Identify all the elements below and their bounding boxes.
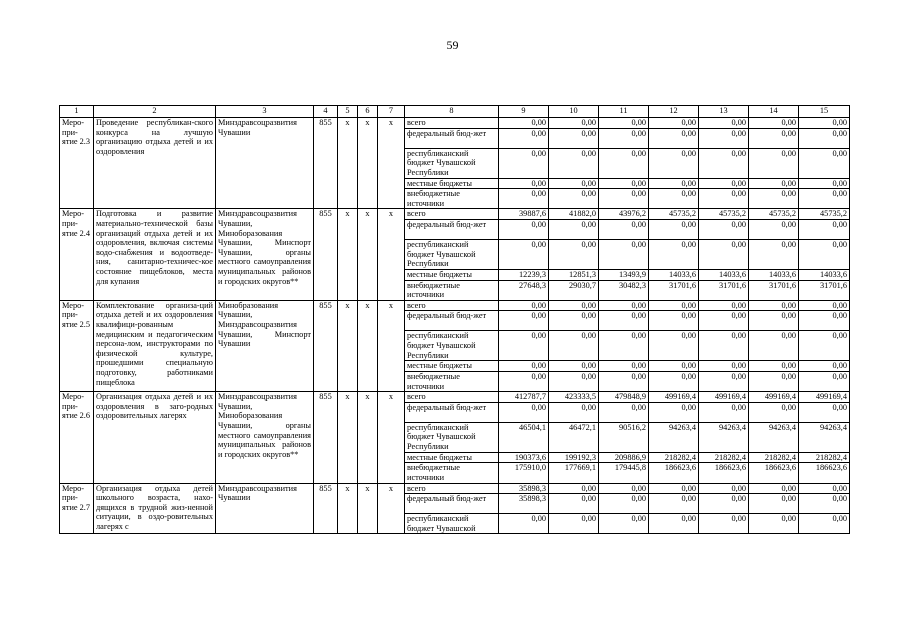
funding-value: 190373,6 [499, 452, 549, 463]
funding-source: местные бюджеты [405, 452, 499, 463]
funding-value: 0,00 [649, 371, 699, 391]
funding-value: 0,00 [699, 494, 749, 514]
funding-value: 0,00 [699, 128, 749, 148]
funding-value: 45735,2 [749, 209, 799, 220]
header-cell: 13 [699, 106, 749, 118]
table-row [60, 300, 850, 311]
funding-value: 0,00 [549, 128, 599, 148]
funding-value: 0,00 [549, 239, 599, 269]
funding-value: 46472,1 [549, 422, 599, 452]
funding-value: 0,00 [499, 189, 549, 209]
funding-value: 218282,4 [749, 452, 799, 463]
section-code: x [338, 483, 358, 534]
funding-value: 31701,6 [799, 280, 850, 300]
funding-value: 0,00 [749, 189, 799, 209]
funding-value: 0,00 [599, 148, 649, 178]
funding-value: 0,00 [749, 361, 799, 372]
funding-value: 423333,5 [549, 392, 599, 403]
funding-value: 0,00 [649, 331, 699, 361]
funding-value: 29030,7 [549, 280, 599, 300]
expense-group: x [378, 209, 405, 300]
funding-value: 94263,4 [649, 422, 699, 452]
funding-value: 0,00 [699, 300, 749, 311]
funding-value: 0,00 [799, 402, 850, 422]
funding-value: 0,00 [799, 361, 850, 372]
funding-value: 41882,0 [549, 209, 599, 220]
section-code: x [338, 392, 358, 483]
funding-value: 0,00 [599, 371, 649, 391]
funding-value: 499169,4 [749, 392, 799, 403]
funding-value: 0,00 [799, 371, 850, 391]
funding-value: 0,00 [749, 331, 799, 361]
table-row [60, 209, 850, 220]
funding-value: 12239,3 [499, 269, 549, 280]
target-article: x [358, 118, 378, 209]
funding-value: 0,00 [549, 118, 599, 129]
funding-value: 0,00 [499, 514, 549, 534]
funding-value: 0,00 [749, 178, 799, 189]
funding-value: 209886,9 [599, 452, 649, 463]
funding-value: 0,00 [649, 219, 699, 239]
funding-value: 0,00 [649, 514, 699, 534]
funding-source: местные бюджеты [405, 178, 499, 189]
funding-value: 0,00 [599, 331, 649, 361]
funding-value: 0,00 [549, 361, 599, 372]
funding-value: 0,00 [649, 189, 699, 209]
funding-value: 499169,4 [699, 392, 749, 403]
funding-source: федеральный бюд-жет [405, 219, 499, 239]
funding-value: 0,00 [499, 331, 549, 361]
funding-source: республиканский бюджет Чувашской Республики [405, 422, 499, 452]
funding-value: 0,00 [499, 219, 549, 239]
funding-source: федеральный бюд-жет [405, 494, 499, 514]
funding-value: 0,00 [499, 311, 549, 331]
funding-value: 186623,6 [699, 463, 749, 483]
funding-value: 186623,6 [749, 463, 799, 483]
funding-value: 0,00 [549, 311, 599, 331]
funding-value: 35898,3 [499, 483, 549, 494]
funding-value: 0,00 [799, 128, 850, 148]
funding-value: 0,00 [499, 178, 549, 189]
funding-value: 0,00 [749, 483, 799, 494]
funding-value: 0,00 [649, 239, 699, 269]
funding-value: 0,00 [799, 178, 850, 189]
funding-value: 0,00 [749, 300, 799, 311]
funding-value: 0,00 [799, 300, 850, 311]
header-cell: 4 [314, 106, 338, 118]
funding-value: 0,00 [699, 219, 749, 239]
funding-source: внебюджетные источники [405, 280, 499, 300]
funding-value: 175910,0 [499, 463, 549, 483]
funding-value: 0,00 [649, 311, 699, 331]
expense-group: x [378, 300, 405, 391]
funding-value: 0,00 [749, 494, 799, 514]
target-article: x [358, 392, 378, 483]
funding-value: 0,00 [699, 311, 749, 331]
funding-value: 0,00 [599, 402, 649, 422]
funding-value: 0,00 [749, 311, 799, 331]
budget-code: 855 [314, 118, 338, 209]
funding-value: 0,00 [699, 118, 749, 129]
measure-executor: Минздравсоцразвития Чувашии, Миноборазования Чувашии, органы местного самоуправления муниципальных районов и городских округов** [216, 392, 314, 483]
funding-value: 0,00 [499, 371, 549, 391]
funding-value: 14033,6 [649, 269, 699, 280]
funding-value: 0,00 [799, 239, 850, 269]
table-row [60, 392, 850, 403]
funding-value: 0,00 [549, 371, 599, 391]
funding-value: 0,00 [799, 189, 850, 209]
funding-value: 94263,4 [749, 422, 799, 452]
section-code: x [338, 300, 358, 391]
expense-group: x [378, 483, 405, 534]
funding-value: 0,00 [499, 148, 549, 178]
header-cell: 14 [749, 106, 799, 118]
funding-value: 0,00 [799, 331, 850, 361]
funding-value: 0,00 [749, 402, 799, 422]
funding-value: 46504,1 [499, 422, 549, 452]
funding-value: 177669,1 [549, 463, 599, 483]
funding-value: 94263,4 [699, 422, 749, 452]
funding-source: всего [405, 209, 499, 220]
expense-group: x [378, 392, 405, 483]
funding-value: 0,00 [549, 483, 599, 494]
funding-value: 218282,4 [649, 452, 699, 463]
funding-value: 0,00 [549, 331, 599, 361]
section-code: x [338, 209, 358, 300]
funding-value: 90516,2 [599, 422, 649, 452]
funding-value: 0,00 [499, 402, 549, 422]
funding-value: 0,00 [549, 402, 599, 422]
funding-value: 0,00 [699, 483, 749, 494]
funding-value: 0,00 [599, 118, 649, 129]
funding-value: 186623,6 [799, 463, 850, 483]
header-cell: 6 [358, 106, 378, 118]
funding-value: 218282,4 [799, 452, 850, 463]
funding-source: всего [405, 483, 499, 494]
funding-source: республиканский бюджет Чувашской [405, 514, 499, 534]
header-cell: 12 [649, 106, 699, 118]
funding-value: 0,00 [649, 128, 699, 148]
funding-value: 0,00 [799, 148, 850, 178]
funding-value: 0,00 [599, 189, 649, 209]
funding-value: 0,00 [699, 239, 749, 269]
funding-value: 0,00 [599, 514, 649, 534]
funding-value: 0,00 [699, 514, 749, 534]
funding-source: всего [405, 392, 499, 403]
funding-value: 0,00 [599, 178, 649, 189]
funding-value: 0,00 [599, 300, 649, 311]
budget-code: 855 [314, 209, 338, 300]
funding-value: 479848,9 [599, 392, 649, 403]
funding-value: 0,00 [549, 219, 599, 239]
measure-code: Меро- при- ятие 2.6 [60, 392, 94, 483]
budget-code: 855 [314, 392, 338, 483]
measure-code: Меро- при- ятие 2.7 [60, 483, 94, 534]
funding-value: 12851,3 [549, 269, 599, 280]
funding-value: 0,00 [599, 361, 649, 372]
funding-value: 0,00 [549, 148, 599, 178]
funding-value: 0,00 [549, 514, 599, 534]
measure-executor: Минздравсоцразвития Чувашии [216, 483, 314, 534]
target-article: x [358, 483, 378, 534]
funding-source: внебюджетные источники [405, 189, 499, 209]
funding-value: 13493,9 [599, 269, 649, 280]
funding-value: 0,00 [599, 239, 649, 269]
funding-value: 0,00 [799, 118, 850, 129]
measure-executor: Минздравсоцразвития Чувашии [216, 118, 314, 209]
funding-value: 0,00 [749, 371, 799, 391]
funding-source: республиканский бюджет Чувашской Республики [405, 148, 499, 178]
funding-value: 45735,2 [649, 209, 699, 220]
funding-value: 0,00 [649, 118, 699, 129]
funding-value: 0,00 [799, 483, 850, 494]
funding-value: 0,00 [749, 239, 799, 269]
funding-source: федеральный бюд-жет [405, 311, 499, 331]
funding-value: 0,00 [749, 219, 799, 239]
expense-group: x [378, 118, 405, 209]
funding-value: 43976,2 [599, 209, 649, 220]
funding-value: 0,00 [749, 118, 799, 129]
funding-value: 35898,3 [499, 494, 549, 514]
funding-value: 0,00 [649, 494, 699, 514]
header-row [60, 106, 850, 118]
funding-value: 0,00 [799, 219, 850, 239]
funding-source: республиканский бюджет Чувашской Республики [405, 331, 499, 361]
funding-value: 0,00 [749, 128, 799, 148]
funding-value: 0,00 [699, 148, 749, 178]
funding-value: 14033,6 [699, 269, 749, 280]
funding-value: 0,00 [749, 148, 799, 178]
funding-value: 14033,6 [799, 269, 850, 280]
funding-value: 27648,3 [499, 280, 549, 300]
funding-value: 0,00 [699, 178, 749, 189]
funding-value: 39887,6 [499, 209, 549, 220]
header-cell: 11 [599, 106, 649, 118]
funding-value: 179445,8 [599, 463, 649, 483]
funding-value: 94263,4 [799, 422, 850, 452]
funding-source: всего [405, 118, 499, 129]
measure-code: Меро- при- ятие 2.4 [60, 209, 94, 300]
target-article: x [358, 300, 378, 391]
funding-value: 0,00 [499, 361, 549, 372]
funding-value: 0,00 [599, 128, 649, 148]
funding-value: 0,00 [799, 311, 850, 331]
budget-code: 855 [314, 483, 338, 534]
funding-source: всего [405, 300, 499, 311]
measure-name: Организация отдыха детей школьного возраста, нахо-дящихся в трудной жиз-ненной ситуации, в оздо-ровительных лагерях с [94, 483, 216, 534]
measure-code: Меро- при- ятие 2.3 [60, 118, 94, 209]
funding-value: 0,00 [799, 494, 850, 514]
funding-source: федеральный бюд-жет [405, 128, 499, 148]
funding-value: 0,00 [599, 494, 649, 514]
funding-value: 0,00 [699, 371, 749, 391]
funding-value: 0,00 [499, 118, 549, 129]
table-body [60, 106, 850, 534]
budget-table [59, 105, 850, 534]
header-cell: 10 [549, 106, 599, 118]
funding-value: 0,00 [499, 239, 549, 269]
funding-source: внебюджетные источники [405, 371, 499, 391]
section-code: x [338, 118, 358, 209]
funding-value: 0,00 [649, 402, 699, 422]
funding-value: 199192,3 [549, 452, 599, 463]
measure-name: Комплектование организа-ций отдыха детей и их оздоровления квалифици-рованным медицинским и педагогическим персона-лом, инструкторами по физической культуре, прошедшими специальную подготовку, работниками пищеблока [94, 300, 216, 391]
funding-value: 0,00 [749, 514, 799, 534]
funding-value: 0,00 [649, 178, 699, 189]
funding-value: 30482,3 [599, 280, 649, 300]
funding-value: 0,00 [599, 311, 649, 331]
header-cell: 9 [499, 106, 549, 118]
table-row [60, 118, 850, 129]
measure-executor: Минздравсоцразвития Чувашии, Миноборазования Чувашии, Минспорт Чувашии, органы местного самоуправления муниципальных районов и городских округов** [216, 209, 314, 300]
funding-value: 14033,6 [749, 269, 799, 280]
funding-value: 0,00 [699, 402, 749, 422]
table-row [60, 483, 850, 494]
funding-value: 0,00 [549, 300, 599, 311]
funding-value: 499169,4 [799, 392, 850, 403]
measure-executor: Минобразования Чувашии, Минздравсоцразвития Чувашии, Минспорт Чувашии [216, 300, 314, 391]
header-cell: 1 [60, 106, 94, 118]
header-cell: 5 [338, 106, 358, 118]
funding-value: 0,00 [549, 189, 599, 209]
funding-value: 186623,6 [649, 463, 699, 483]
measure-code: Меро- при- ятие 2.5 [60, 300, 94, 391]
funding-value: 31701,6 [649, 280, 699, 300]
page-number: 59 [446, 38, 459, 52]
funding-value: 0,00 [549, 494, 599, 514]
funding-source: местные бюджеты [405, 361, 499, 372]
funding-value: 412787,7 [499, 392, 549, 403]
funding-value: 0,00 [499, 128, 549, 148]
funding-value: 31701,6 [749, 280, 799, 300]
funding-value: 31701,6 [699, 280, 749, 300]
funding-value: 499169,4 [649, 392, 699, 403]
funding-value: 218282,4 [699, 452, 749, 463]
funding-value: 0,00 [699, 189, 749, 209]
funding-value: 0,00 [699, 361, 749, 372]
measure-name: Подготовка и развитие материально-технической базы организаций отдыха детей и их оздоровления, включая системы водо-снабжения и водоотведе-ния, санитарно-техничес-кое состояние пищеблоков, места для купания [94, 209, 216, 300]
funding-source: местные бюджеты [405, 269, 499, 280]
header-cell: 7 [378, 106, 405, 118]
funding-source: внебюджетные источники [405, 463, 499, 483]
funding-value: 0,00 [499, 300, 549, 311]
header-cell: 2 [94, 106, 216, 118]
measure-name: Проведение республикан-ского конкурса на лучшую организацию отдыха детей и их оздоровления [94, 118, 216, 209]
funding-value: 0,00 [549, 178, 599, 189]
funding-value: 0,00 [799, 514, 850, 534]
budget-code: 855 [314, 300, 338, 391]
header-cell: 3 [216, 106, 314, 118]
funding-value: 0,00 [649, 361, 699, 372]
funding-value: 0,00 [699, 331, 749, 361]
target-article: x [358, 209, 378, 300]
funding-value: 0,00 [649, 148, 699, 178]
header-cell: 15 [799, 106, 850, 118]
funding-value: 0,00 [599, 483, 649, 494]
funding-value: 0,00 [649, 483, 699, 494]
funding-source: федеральный бюд-жет [405, 402, 499, 422]
measure-name: Организация отдыха детей и их оздоровления в заго-родных оздоровительных лагерях [94, 392, 216, 483]
funding-value: 45735,2 [699, 209, 749, 220]
funding-value: 0,00 [649, 300, 699, 311]
funding-value: 45735,2 [799, 209, 850, 220]
header-cell: 8 [405, 106, 499, 118]
funding-source: республиканский бюджет Чувашской Республики [405, 239, 499, 269]
funding-value: 0,00 [599, 219, 649, 239]
